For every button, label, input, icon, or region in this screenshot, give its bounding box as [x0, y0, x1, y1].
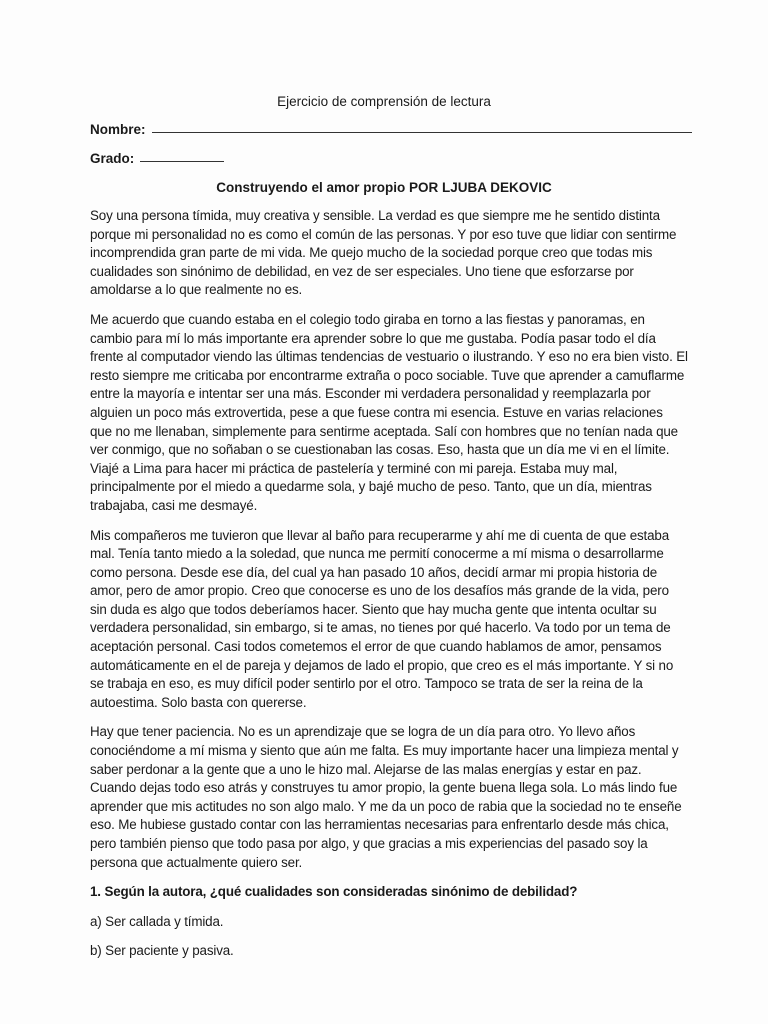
grado-field	[90, 151, 224, 166]
page-title: Ejercicio de comprensión de lectura	[277, 94, 491, 109]
paragraph-2: Me acuerdo que cuando estaba en el colegio todo giraba en torno a las fiestas y panoramas, en cambio para mí lo más importante era aprender sobre lo que me gustaba. Podía pasar todo el día frente al computador viendo las últimas tendencias de vestuario o ilustrando. Y eso no era bien visto. El resto siempre me criticaba por encontrarme extraña o poco sociable. Tuve que aprender a camuflarme entre la mayoría e intentar ser una más. Esconder mi verdadera personalidad y reemplazarla por alguien un poco más extrovertida, pese a que fuese contra mi esencia. Estuve en varias relaciones que no me llenaban, simplemente para sentirme aceptada. Salí con hombres que no tenían nada que ver conmigo, que no soñaban o se cuestionaban las cosas. Eso, hasta que un día me vi en el límite. Viajé a Lima para hacer mi práctica de pastelería y terminé con mi pareja. Estaba muy mal, principalmente por el miedo a quedarme sola, y bajé mucho de peso. Tanto, que un día, mientras trabajaba, casi me desmayé.	[90, 311, 688, 513]
nombre-label: Nombre:	[90, 122, 146, 137]
nombre-blank-line	[152, 131, 692, 133]
paragraph-4: Hay que tener paciencia. No es un aprendizaje que se logra de un día para otro. Yo llevo años conociéndome a mí misma y siento que aún me falta. Es muy importante hacer una limpieza mental y saber perdonar a la gente que a uno le hizo mal. Alejarse de las malas energías y estar en paz. Cuando dejas todo eso atrás y construyes tu amor propio, la gente buena llega sola. Lo más lindo fue aprender que mis actitudes no son algo malo. Y me da un poco de rabia que la sociedad no te enseñe eso. Me hubiese gustado contar con las herramientas necesarias para enfrentarlo desde más chica, pero también pienso que todo pasa por algo, y que gracias a mis experiencias del pasado soy la persona que actualmente quiero ser.	[90, 724, 682, 870]
option-b: b) Ser paciente y pasiva.	[90, 943, 234, 959]
grado-label: Grado:	[90, 151, 135, 166]
question-1: 1. Según la autora, ¿qué cualidades son consideradas sinónimo de debilidad?	[90, 884, 578, 900]
paragraph-1: Soy una persona tímida, muy creativa y sensible. La verdad es que siempre me he sentido distinta porque mi personalidad no es como el común de las personas. Y por eso tuve que lidiar con sentirme incomprendida gran parte de mi vida. Me quejo mucho de la sociedad porque creo que todas mis cualidades son sinónimo de debilidad, en vez de ser especiales. Uno tiene que esforzarse por amoldarse a lo que realmente no es.	[90, 208, 677, 298]
reading-text	[90, 207, 688, 972]
reading-title: Construyendo el amor propio POR LJUBA DEKOVIC	[216, 180, 552, 195]
paragraph-3: Mis compañeros me tuvieron que llevar al baño para recuperarme y ahí me di cuenta de que estaba mal. Tenía tanto miedo a la soledad, que nunca me permití conocerme a mí misma o desarrollarme como persona. Desde ese día, del cual ya han pasado 10 años, decidí armar mi propia historia de amor, pero de amor propio. Creo que conocerse es uno de los desafíos más grande de la vida, pero sin duda es algo que todos deberíamos hacer. Siento que hay mucha gente que intenta ocultar su verdadera personalidad, sin embargo, si te amas, no tienes por qué hacerlo. Va todo por un tema de aceptación personal. Casi todos cometemos el error de que cuando hablamos de amor, pensamos automáticamente en el de pareja y dejamos de lado el propio, que creo es el más importante. Y si no se trabaja en eso, es muy difícil poder sentirlo por el otro. Tampoco se trata de ser la reina de la autoestima. Solo basta con quererse.	[90, 527, 674, 710]
option-a: a) Ser callada y tímida.	[90, 913, 224, 929]
nombre-field	[90, 122, 692, 137]
grado-blank-line	[140, 160, 224, 162]
